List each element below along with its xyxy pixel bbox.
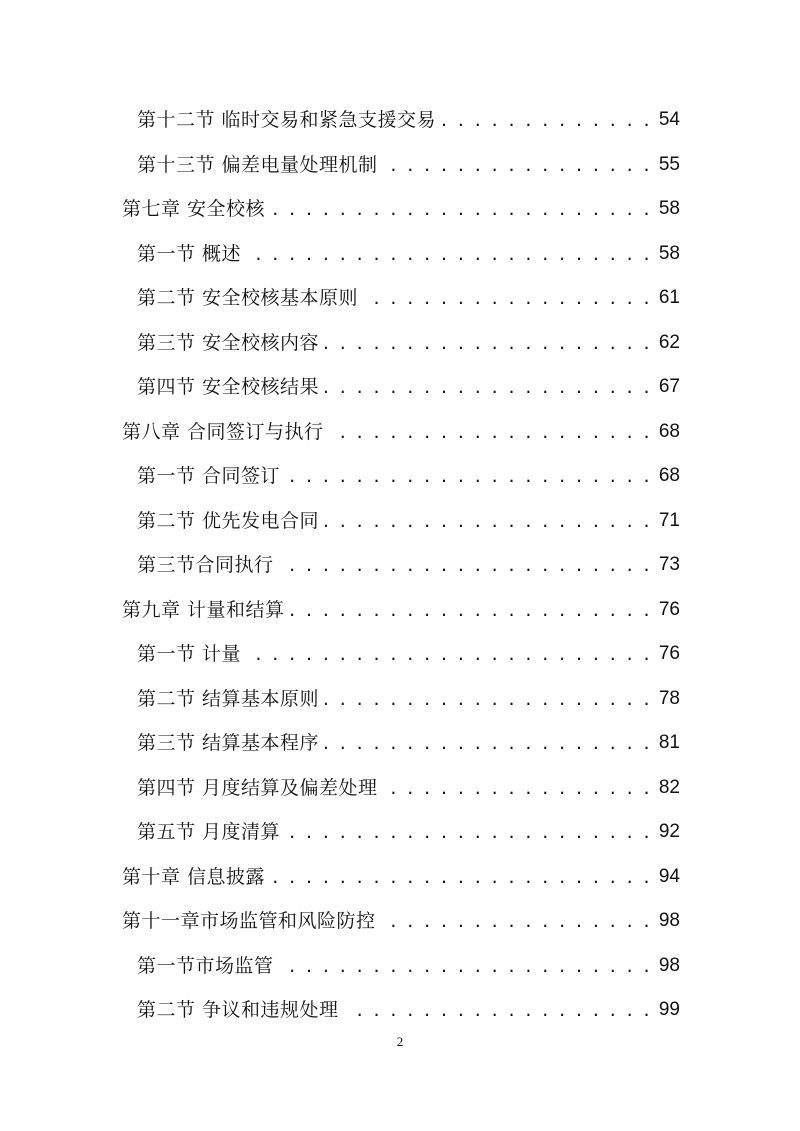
toc-entry-title: 第七章 安全校核 [122, 198, 266, 220]
toc-entry[interactable] [137, 499, 680, 543]
toc-entry-page: 58 [658, 198, 680, 219]
toc-dot-leader [325, 721, 652, 765]
toc-entry-title: 第一节 计量 [137, 643, 242, 665]
toc-entry[interactable] [137, 321, 680, 365]
toc-entry-title: 第十三节 偏差电量处理机制 [137, 153, 378, 176]
toc-entry[interactable] [137, 143, 680, 187]
toc-entry-page: 55 [658, 153, 680, 175]
toc-entry-chapter[interactable] [122, 855, 680, 899]
toc-dot-leader [280, 543, 652, 587]
toc-entry[interactable] [137, 677, 680, 721]
toc-dot-leader [384, 766, 652, 810]
toc-dot-leader [247, 232, 652, 276]
toc-dot-leader [280, 944, 652, 988]
toc-entry-page: 73 [658, 554, 680, 575]
toc-dot-leader [325, 499, 652, 543]
toc-dot-leader [286, 454, 652, 498]
toc-entry-chapter[interactable] [122, 588, 680, 632]
toc-entry[interactable] [137, 988, 680, 1032]
toc-dot-leader [384, 143, 652, 187]
toc-entry-chapter[interactable] [122, 410, 680, 454]
toc-entry-title: 第八章 合同签订与执行 [122, 420, 324, 443]
toc-entry-chapter[interactable] [122, 899, 680, 943]
toc-entry[interactable] [137, 365, 680, 409]
toc-entry-page: 58 [658, 242, 680, 264]
toc-entry[interactable] [137, 810, 680, 854]
toc-dot-leader [271, 855, 652, 899]
toc-dot-leader [286, 810, 652, 854]
toc-entry-title: 第一节 概述 [137, 242, 242, 265]
toc-entry-page: 81 [658, 732, 680, 753]
toc-entry-page: 68 [658, 420, 680, 442]
page-number: 2 [396, 1034, 404, 1049]
toc-entry[interactable] [137, 632, 680, 676]
toc-entry-title: 第一节 合同签订 [137, 465, 281, 487]
toc-entry-title: 第十二节 临时交易和紧急支援交易 [137, 109, 437, 131]
toc-entry-page: 98 [658, 954, 680, 976]
toc-dot-leader [325, 677, 652, 721]
toc-entry[interactable] [137, 276, 680, 320]
toc-entry-title: 第三节 结算基本程序 [137, 732, 320, 754]
toc-dot-leader [271, 187, 652, 231]
toc-entry-title: 第二节 优先发电合同 [137, 509, 320, 532]
toc-entry-title: 第二节 安全校核基本原则 [137, 287, 359, 309]
toc-entry[interactable] [137, 543, 680, 587]
toc-entry-chapter[interactable] [122, 187, 680, 231]
toc-entry[interactable] [137, 721, 680, 765]
toc-entry-title: 第十章 信息披露 [122, 865, 266, 888]
toc-entry-title: 第四节 安全校核结果 [137, 376, 320, 398]
toc-dot-leader [325, 365, 652, 409]
toc-entry-page: 94 [658, 865, 680, 887]
toc-entry-page: 76 [658, 598, 680, 620]
toc-entry-title: 第四节 月度结算及偏差处理 [137, 776, 378, 799]
toc-entry-page: 76 [658, 643, 680, 664]
toc-entry-title: 第二节 争议和违规处理 [137, 999, 339, 1021]
toc-entry-page: 98 [658, 910, 680, 931]
toc-entry-page: 68 [658, 465, 680, 486]
toc-entry-page: 67 [658, 376, 680, 397]
toc-entry-page: 71 [658, 509, 680, 531]
toc-entry-page: 92 [658, 821, 680, 842]
toc-dot-leader [345, 988, 652, 1032]
toc-dot-leader [330, 410, 652, 454]
toc-entry-title: 第十一章市场监管和风险防控 [122, 910, 376, 932]
toc-dot-leader [325, 321, 652, 365]
toc-entry-page: 78 [658, 687, 680, 709]
toc-entry[interactable] [137, 454, 680, 498]
toc-entry-title: 第一节市场监管 [137, 954, 274, 977]
toc-dot-leader [382, 899, 652, 943]
toc-entry-title: 第五节 月度清算 [137, 821, 281, 843]
toc-entry-title: 第九章 计量和结算 [122, 598, 285, 621]
toc-dot-leader [291, 588, 652, 632]
toc-dot-leader [364, 276, 652, 320]
toc-entry-title: 第三节合同执行 [137, 554, 274, 576]
toc-entry-page: 99 [658, 999, 680, 1020]
toc-dot-leader [247, 632, 652, 676]
toc-entry[interactable] [137, 232, 680, 276]
toc-entry[interactable] [137, 98, 680, 142]
toc-entry-page: 62 [658, 331, 680, 353]
toc-entry-title: 第二节 结算基本原则 [137, 687, 320, 710]
toc-dot-leader [442, 98, 652, 142]
toc-entry-page: 61 [658, 287, 680, 308]
toc-entry[interactable] [137, 944, 680, 988]
toc-entry-title: 第三节 安全校核内容 [137, 331, 320, 354]
toc-entry[interactable] [137, 766, 680, 810]
toc-entry-page: 82 [658, 776, 680, 798]
toc-entry-page: 54 [658, 109, 680, 130]
